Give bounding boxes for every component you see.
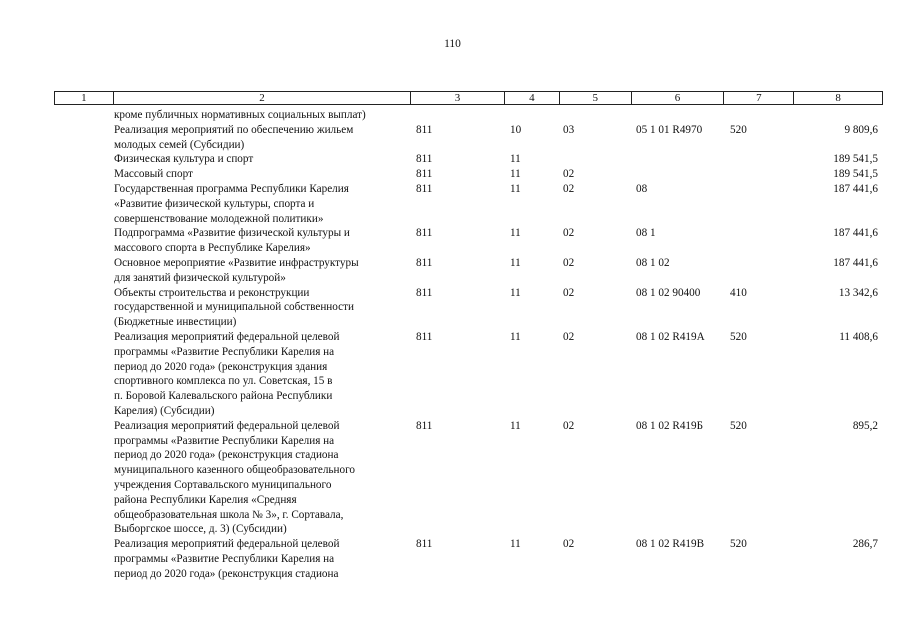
page-number: 110 <box>444 38 461 50</box>
row-name: Реализация мероприятий федеральной целевой программы «Развитие Республики Карелия на период до 2020 года» (реконструкция стадиона муниципального казенного общеобразовательного учреждения Сортавальского муниципального района Республики Карелия «Средняя общеобразовательная школа № 3», г. Сортавала, Выборгское шоссе, д. 3) (Субсидии) <box>114 419 356 536</box>
table-row <box>0 419 905 537</box>
col-3: 811 <box>416 153 433 166</box>
row-name: Реализация мероприятий федеральной целевой программы «Развитие Республики Карелия на период до 2020 года» (реконструкция здания спортивного комплекса по ул. Советская, 15 в п. Боровой Калевальского района Республики Карелия) (Субсидии) <box>114 330 340 417</box>
row-name: Государственная программа Республики Карелия «Развитие физической культуры, спорта и совершенствование молодежной политики» <box>114 182 349 225</box>
col-3: 811 <box>416 538 433 551</box>
col-5: 02 <box>563 227 575 240</box>
row-name: Объекты строительства и реконструкции государственной и муниципальной собственности (Бюджетные инвестиции) <box>114 286 355 329</box>
col-6: 08 1 02 R419В <box>636 538 705 551</box>
col-3: 811 <box>416 182 433 195</box>
col-6: 05 1 01 R4970 <box>636 123 703 136</box>
col-6: 08 1 02 <box>636 256 670 269</box>
row-name: Реализация мероприятий по обеспечению жильем молодых семей (Субсидии) <box>114 123 354 151</box>
col-3: 811 <box>416 227 433 240</box>
table-row <box>0 330 905 419</box>
col-5: 02 <box>563 330 575 343</box>
col-6: 08 <box>636 182 648 195</box>
col-5: 02 <box>563 419 575 432</box>
col-4: 11 <box>510 227 521 240</box>
header-col-6: 6 <box>632 92 725 104</box>
col-4: 11 <box>510 286 521 299</box>
header-col-5: 5 <box>560 92 632 104</box>
col-8: 13 342,6 <box>838 286 878 299</box>
col-3: 811 <box>416 123 433 136</box>
table-row <box>0 152 905 167</box>
header-col-4: 4 <box>505 92 560 104</box>
col-8: 11 408,6 <box>839 330 878 343</box>
table-body <box>0 108 905 582</box>
table-row <box>0 256 905 286</box>
header-col-8: 8 <box>835 92 841 104</box>
col-8: 189 541,5 <box>833 153 878 166</box>
col-4: 11 <box>510 330 521 343</box>
col-4: 11 <box>510 419 521 432</box>
col-7: 520 <box>730 419 747 432</box>
col-7: 410 <box>730 286 747 299</box>
col-4: 11 <box>510 153 521 166</box>
col-3: 811 <box>416 168 433 181</box>
col-5: 02 <box>563 256 575 269</box>
table-row <box>0 182 905 226</box>
header-col-3: 3 <box>411 92 505 104</box>
header-col-7: 7 <box>724 92 794 104</box>
table-row <box>0 108 905 123</box>
col-5: 02 <box>563 538 575 551</box>
col-8: 187 441,6 <box>833 227 878 240</box>
row-name: Подпрограмма «Развитие физической культуры и массового спорта в Республике Карелия» <box>114 227 350 255</box>
col-7: 520 <box>730 330 747 343</box>
row-name: Массовый спорт <box>114 168 193 181</box>
col-4: 11 <box>510 256 521 269</box>
table-header <box>54 91 883 105</box>
col-3: 811 <box>416 419 433 432</box>
col-5: 02 <box>563 182 575 195</box>
row-name: Физическая культура и спорт <box>114 153 254 166</box>
col-5: 02 <box>563 286 575 299</box>
col-6: 08 1 <box>636 227 656 240</box>
col-8: 187 441,6 <box>833 182 878 195</box>
col-7: 520 <box>730 538 747 551</box>
col-4: 11 <box>510 168 521 181</box>
table-row <box>0 537 905 581</box>
col-4: 11 <box>510 538 521 551</box>
col-5: 02 <box>563 168 575 181</box>
table-row <box>0 286 905 330</box>
col-8: 187 441,6 <box>833 256 878 269</box>
col-3: 811 <box>416 256 433 269</box>
col-8: 189 541,5 <box>833 168 878 181</box>
col-6: 08 1 02 90400 <box>636 286 701 299</box>
col-8: 286,7 <box>852 538 878 551</box>
col-8: 9 809,6 <box>844 123 878 136</box>
col-4: 10 <box>510 123 522 136</box>
row-name: кроме публичных нормативных социальных выплат) <box>114 109 366 121</box>
col-4: 11 <box>510 182 521 195</box>
col-7: 520 <box>730 123 747 136</box>
col-6: 08 1 02 R419Б <box>636 419 704 432</box>
col-8: 895,2 <box>852 419 878 432</box>
col-3: 811 <box>416 286 433 299</box>
row-name: Основное мероприятие «Развитие инфраструктуры для занятий физической культурой» <box>114 256 359 284</box>
table-row <box>0 226 905 256</box>
col-5: 03 <box>563 123 575 136</box>
table-row <box>0 167 905 182</box>
col-3: 811 <box>416 330 433 343</box>
row-name: Реализация мероприятий федеральной целевой программы «Развитие Республики Карелия на период до 2020 года» (реконструкция стадиона <box>114 538 340 580</box>
header-col-1: 1 <box>55 92 114 104</box>
table-row <box>0 123 905 153</box>
header-col-2: 2 <box>114 92 411 104</box>
col-6: 08 1 02 R419А <box>636 330 705 343</box>
